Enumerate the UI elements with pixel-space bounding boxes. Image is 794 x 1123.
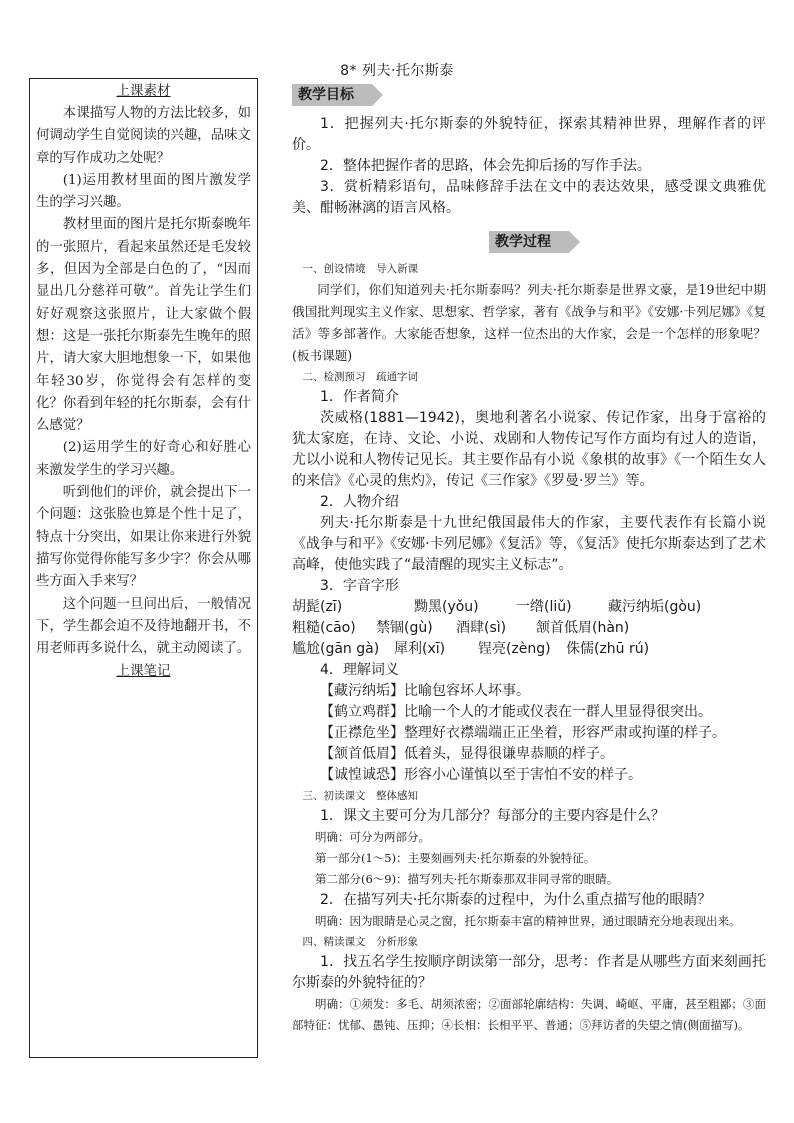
word-item: 侏儒(zhū rú)	[566, 641, 650, 657]
definition: 【诚惶诚恐】形容小心谨慎以至于害怕不安的样子。	[320, 767, 642, 783]
question: 1．课文主要可分为几部分？每部分的主要内容是什么？	[320, 808, 665, 824]
goal-item: 3．赏析精彩语句，品味修辞手法在文中的表达效果，感受课文典雅优美、酣畅淋漓的语言风格。	[292, 179, 766, 216]
sidebar-paragraph: 听到他们的评价，就会提出下一个问题：这张脸也算是个性十足了，特点十分突出，如果让你来进行外貌描写你觉得你能写多少字？你会从哪些方面入手来写？	[36, 485, 251, 590]
subheading: 1．作者简介	[320, 389, 399, 405]
goals-tag	[292, 84, 372, 106]
tag-arrow-icon	[569, 231, 580, 253]
subheading: 4．理解词义	[320, 662, 399, 678]
sidebar-paragraph: 本课描写人物的方法比较多，如何调动学生自觉阅读的兴趣，品味文章的写作成功之处呢？	[36, 106, 251, 166]
goal-item: 2．整体把握作者的思路，体会先抑后扬的写作手法。	[320, 158, 651, 174]
answer: 明确：因为眼睛是心灵之窗，托尔斯泰丰富的精神世界，通过眼睛充分地表现出来。	[315, 914, 741, 928]
definition: 【颔首低眉】低着头，显得很谦卑恭顺的样子。	[320, 746, 614, 762]
definition: 【鹤立鸡群】比喻一个人的才能或仪表在一群人里显得很突出。	[320, 704, 712, 720]
definition: 【藏污纳垢】比喻包容坏人坏事。	[320, 683, 530, 699]
sidebar-paragraph: 教材里面的图片是托尔斯泰晚年的一张照片，看起来虽然还是毛发较多，但因为全部是白色的了，“因而显出几分慈祥可敬”。首先让学生们好好观察这张照片，让大家做个假想：这是一张托尔斯泰先生晚年的照片，请大家大胆地想象一下，如果他年轻30岁，你觉得会有怎样的变化？你看到年轻的托尔斯泰，会有什么感觉？	[36, 217, 251, 434]
question: 2．在描写列夫·托尔斯泰的过程中，为什么重点描写他的眼睛？	[320, 892, 712, 908]
author-intro: 茨威格(1881—1942)，奥地利著名小说家、传记作家，出身于富裕的犹太家庭，在诗、文论、小说、戏剧和人物传记写作方面均有过人的造诣，尤以小说和人物传记见长。其主要作品有小说《象棋的故事》《一个陌生女人的来信》《心灵的焦灼》，传记《三作家》《罗曼·罗兰》等。	[292, 410, 766, 489]
word-row	[292, 618, 766, 639]
word-item: 藏污纳垢(gòu)	[608, 599, 702, 615]
word-item: 犀利(xī)	[394, 641, 446, 657]
goal-item: 1．把握列夫·托尔斯泰的外貌特征，探索其精神世界，理解作者的评价。	[292, 116, 766, 153]
lesson-title: 8* 列夫·托尔斯泰	[340, 63, 454, 79]
definition: 【正襟危坐】整理好衣襟端端正正坐着，形容严肃或拘谨的样子。	[320, 725, 726, 741]
answer: 明确：可分为两部分。	[315, 830, 430, 844]
answer: 第一部分(1～5)：主要刻画列夫·托尔斯泰的外貌特征。	[315, 851, 596, 865]
word-item: 胡髭(zī)	[292, 599, 343, 615]
goals-tag-label: 教学目标	[298, 87, 354, 103]
word-item: 粗糙(cāo)	[292, 620, 356, 636]
process-tag	[489, 231, 569, 253]
word-item: 锃亮(zèng)	[478, 641, 551, 657]
subheading: 2．人物介绍	[320, 494, 399, 510]
main-content	[292, 84, 766, 1036]
word-item: 酒肆(sì)	[456, 620, 507, 636]
sidebar-paragraph: (2)运用学生的好奇心和好胜心来激发学生的学习兴趣。	[36, 440, 251, 478]
answer: 第二部分(6～9)：描写列夫·托尔斯泰那双非同寻常的眼睛。	[315, 872, 619, 886]
word-item: 黝黑(yǒu)	[414, 599, 479, 615]
word-row	[292, 639, 766, 660]
answer: 明确：①须发：多毛、胡须浓密；②面部轮廓结构：失调、崎岖、平庸，甚至粗鄙；③面部特征：忧郁、愚钝、压抑；④长相：长相平平、普通；⑤拜访者的失望之情(侧面描写)。	[292, 997, 766, 1032]
sidebar-paragraph: (1)运用教材里面的图片激发学生的学习兴趣。	[36, 172, 251, 211]
word-item: 尴尬(gān gà)	[292, 641, 380, 657]
process-tag-label: 教学过程	[495, 234, 551, 250]
section-heading: 一、创设情境 导入新课	[302, 263, 418, 275]
figure-intro: 列夫·托尔斯泰是十九世纪俄国最伟大的作家，主要代表作有长篇小说《战争与和平》《安娜·卡列尼娜》《复活》等，《复活》使托尔斯泰达到了艺术高峰，使他实践了“最清醒的现实主义标志”。	[292, 515, 766, 573]
word-row	[292, 597, 766, 618]
word-item: 禁锢(gù)	[376, 620, 433, 636]
section-text: 同学们，你们知道列夫·托尔斯泰吗？列夫·托尔斯泰是世界文豪，是19世纪中期俄国批判现实主义作家、思想家、哲学家，著有《战争与和平》《安娜·卡列尼娜》《复活》等多部著作。大家能否想象，这样一位杰出的大作家，会是一个怎样的形象呢？(板书课题)	[292, 282, 766, 363]
section-heading: 二、检测预习 疏通字词	[302, 371, 418, 383]
subheading: 3．字音字形	[320, 578, 399, 594]
sidebar-material-box	[29, 78, 258, 1058]
word-item: 颔首低眉(hàn)	[536, 620, 630, 636]
word-item: 一绺(liǔ)	[516, 599, 572, 615]
sidebar-paragraph: 这个问题一旦问出后，一般情况下，学生都会迫不及待地翻开书，不用老师再多说什么，就主动阅读了。	[36, 596, 251, 657]
sidebar-heading: 上课素材	[116, 83, 171, 99]
section-heading: 三、初读课文 整体感知	[302, 790, 418, 802]
sidebar-notes-heading: 上课笔记	[116, 663, 171, 680]
section-heading: 四、精读课文 分析形象	[302, 936, 418, 948]
question: 1．找五名学生按顺序朗读第一部分，思考：作者是从哪些方面来刻画托尔斯泰的外貌特征的？	[292, 954, 766, 991]
tag-arrow-icon	[372, 84, 383, 106]
